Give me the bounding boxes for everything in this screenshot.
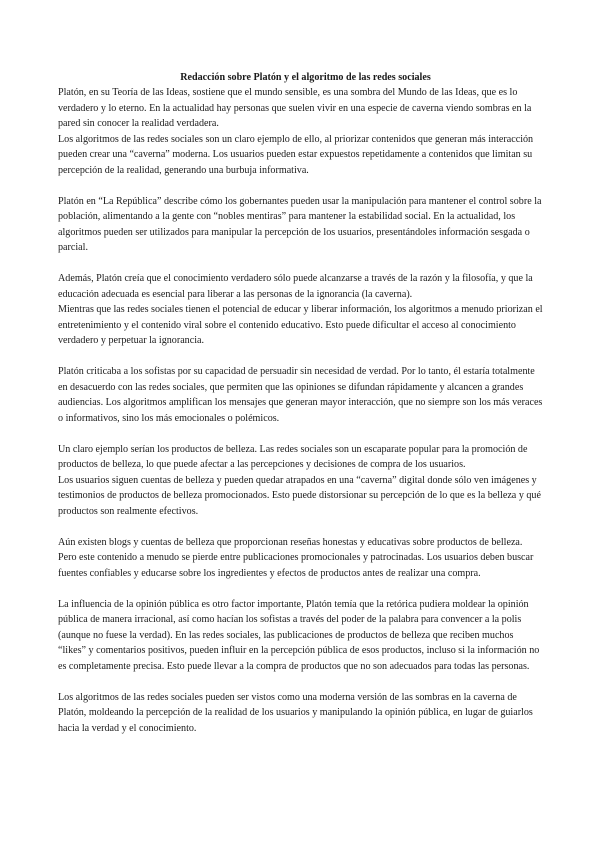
section-block — [58, 85, 543, 178]
document-body — [58, 85, 543, 736]
document-title: Redacción sobre Platón y el algoritmo de las redes sociales — [180, 72, 431, 83]
paragraph: Platón criticaba a los sofistas por su capacidad de persuadir sin necesidad de verdad. Por lo tanto, él estaría totalmente en desacuerdo con las redes sociales, que permiten que las opiniones se difundan rápidamente y alcancen a grandes audiencias. Los algoritmos amplifican los mensajes que generan mayor interacción, que no siempre son los más veraces o informativos, sino los más emocionales o polémicos. — [58, 366, 543, 424]
paragraph: Los usuarios siguen cuentas de belleza y pueden quedar atrapados en una “caverna” digital donde sólo ven imágenes y testimonios de productos de belleza promocionados. Esto puede distorsionar su percepción de lo que es la belleza y qué productos son realmente efectivos. — [58, 474, 541, 517]
section-block — [58, 535, 543, 582]
section-block — [58, 194, 543, 256]
paragraph: Platón, en su Teoría de las Ideas, sostiene que el mundo sensible, es una sombra del Mundo de las Ideas, que es lo verdadero y lo eterno. En la actualidad hay personas que suelen vivir en una especie de caverna viendo sombras en la pared sin conocer la realidad verdadera. — [58, 87, 532, 129]
paragraph: Mientras que las redes sociales tienen el potencial de educar y liberar información, los algoritmos a menudo priorizan el entretenimiento y el contenido viral sobre el contenido educativo. Esto puede dificultar el acceso al conocimiento verdadero y perpetuar la ignorancia. — [58, 304, 543, 346]
paragraph: Los algoritmos de las redes sociales son un claro ejemplo de ello, al priorizar contenidos que generan más interacción pueden crear una “caverna” moderna. Los usuarios pueden estar expuestos repetidamente a contenidos que limitan su percepción de la realidad, generando una burbuja informativa. — [58, 133, 534, 176]
paragraph: Los algoritmos de las redes sociales pueden ser vistos como una moderna versión de las sombras en la caverna de Platón, moldeando la percepción de la realidad de los usuarios y manipulando la opinión pública, en lugar de guiarlos hacia la verdad y el conocimiento. — [58, 691, 533, 734]
paragraph: Un claro ejemplo serían los productos de belleza. Las redes sociales son un escaparate popular para la promoción de productos de belleza, lo que puede afectar a las percepciones y decisiones de compra de los usuarios. — [58, 443, 528, 470]
paragraph: Además, Platón creía que el conocimiento verdadero sólo puede alcanzarse a través de la razón y la filosofía, y que la educación adecuada es esencial para liberar a las personas de la ignorancia (la caverna). — [58, 273, 533, 300]
section-block — [58, 690, 543, 737]
paragraph: La influencia de la opinión pública es otro factor importante, Platón temía que la retórica pudiera moldear la opinión pública de manera irracional, así como hacían los sofistas a través del poder de la palabra para convencer a la polis (aunque no fuese la verdad). En las redes sociales, las publicaciones de productos de belleza que reciben muchos “likes” y comentarios positivos, pueden influir en la percepción pública de esos productos, incluso si la información no es completamente precisa. Esto puede llevar a la compra de productos que no son adecuados para todas las personas. — [58, 598, 540, 672]
section-block — [58, 271, 543, 349]
section-block — [58, 364, 543, 426]
paragraph: Aún existen blogs y cuentas de belleza que proporcionan reseñas honestas y educativas sobre productos de belleza. Pero este contenido a menudo se pierde entre publicaciones promocionales y patrocinadas. Los usuarios deben buscar fuentes confiables y educarse sobre los ingredientes y efectos de productos antes de realizar una compra. — [58, 536, 534, 579]
section-block — [58, 442, 543, 520]
paragraph: Platón en “La República” describe cómo los gobernantes pueden usar la manipulación para mantener el control sobre la población, alimentando a la gente con “nobles mentiras” para mantener la estabilidad social. En la actualidad, los algoritmos pueden ser utilizados para manipular la percepción de los usuarios, presentándoles información sesgada o parcial. — [58, 195, 542, 253]
section-block — [58, 597, 543, 675]
